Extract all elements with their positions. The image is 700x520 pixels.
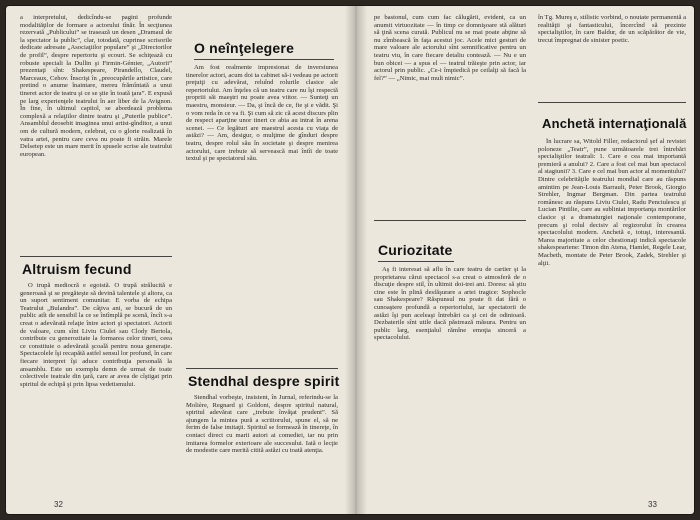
article-paragraph: pe bastonul, cum cum fac călugării, evident, ca un anumit virtuozitate — în timp ce domnişoare stă alături să ţină scena curată. Publicul nu se mai poate abţine să nu zîmbească în faţa acestui joc. Acele mici gesturi de mare valoare ale actorului sînt semnificative pentru un teatru viu, în care fiecare detaliu contează. — Nu e un bun obicei — a spus el — teatrul trăieşte prin actor, iar actorul prin public. „Ce-i împiedică pe ceilalţi să facă la fel?” — „Nimic, mai mult nimic”.	[374, 14, 526, 82]
article-paragraph: Am fost realmente impresionat de inversiunea tinerelor actori, acum doi ta cabinet să-i vedeau pe actorii preţuiţi cu adevărat, reluînd rolurile clasice ale repertoriului. Am înţeles că un teatru care nu îşi respectă propriii săi maeştri nu poate avea viitor. — Sunteţi un maestru, monsieur. — Da, şi încă de ce, fie şi e vădit. Şi o vom reda în ce va fi. Şi cum să zic că acest discurs plin de respect aparţine unor tineri ce abia au intrat în arena scenei. — Ce legături are maestrul acesta cu viaţa de astăzi? — Am, desigur, o mulţime de gînduri despre teatru, despre rolul său în societate şi despre menirea actorului, care trebuie să servească mai întîi de toate textul şi pe spectatorul său.	[186, 64, 338, 163]
section-divider	[20, 256, 172, 257]
left-column-1-altruism	[20, 282, 172, 492]
magazine-spread	[6, 6, 694, 514]
heading-altruism-fecund: Altruism fecund	[22, 261, 132, 277]
heading-curiozitate: Curiozitate	[378, 242, 453, 258]
binding-gutter	[345, 6, 367, 514]
article-paragraph: în Tg. Mureş e, stilistic vorbind, o noutate permanentă a realităţii şi fantasticului, încercînd să prezinte specialiştilor, în care Baldur, de un scăpărător de vie, trecut împregnat de sinister poetic.	[538, 14, 686, 44]
article-paragraph: Stendhal vorbeşte, insistent, în Jurnal, referindu-se la Molière, Regnard şi Goldoni, despre spiritul natural, spiritul adevărat care „trebuie învăţat prudent”. Să ajungem la mintea pură a scriitorului, spune el, să ne ferim de false imitaţii. Spiritul se formează în tinereţe, în contact direct cu marii autori ai comediei, iar nu prin imitarea formelor exterioare ale succesului. Iată o lecţie de modestie care merită citită astăzi cu toată atenţia.	[186, 394, 338, 455]
heading-underline	[378, 261, 454, 262]
section-divider	[374, 220, 526, 221]
page-number-right: 33	[648, 500, 657, 509]
section-divider	[538, 102, 686, 103]
article-paragraph: În lucrare sa, Witold Filler, redactorul şef al revistei poloneze „Teatr”, pune următoarele trei întrebări specialiştilor teatrali: 1. Care e cea mai importantă premieră a anului? 2. Care a fost cel mai bun spectacol al stagiunii? 3. Care e cel mai bun actor al momentului? Dintre celebrităţile teatrului mondial care au răspuns amintim pe Jean-Louis Barrault, Peter Brook, Giorgio Strehler, Ingmar Bergman. Din partea teatrului românesc au răspuns Liviu Ciulei, Radu Penciulescu şi Lucian Pintilie, care au subliniat importanţa montărilor clasice şi a dramaturgiei naţionale contemporane, precum şi rolul decisiv al regizorului în crearea spectacolului modern. Anchetă e, totuşi, interesantă. Marea majoritate a celor chestionaţi indică spectacole shakespeariene: Timon din Atena, Hamlet, Regele Lear, Macbeth, montate de Peter Brook, Zadek, Strehler şi alţii.	[538, 138, 686, 267]
article-paragraph: a interpretului, dedicîndu-se pagini profunde modalităţilor de formare a actorului tînăr. În secţiunea rezervată „Publicului” se trasează un desen „Dramaul de la spectator la public”, clar, totodată, cuprinse scrisorile dedicate adresate „Asociaţiilor populare” şi „Directorilor de profil”, despre repertoriu şi ecouri. Se schiţează cu robuste speciali la Dullin şi Firmin-Gémier, „Autorii” prezentaţi sînt: Shakespeare, Pirandello, Claudel, Marceaux, Cehov. Înscrişi în „preocupările artistice, care pretind o anume înaintare, mereu frămîntată a unui tineret actor de teatru şi ce se ştie în toată ţara”. E expusă pe larg experienţele teatrului în aer liber de la Avignon. În fine, în ultimul capitol, se abordează problema complexă a relaţiilor dintre teatru şi „Puterile publice”. Ansamblul deosebit imaginea unui artist-gînditor, a unui om de cultură modern, celebrat, cu o glorie realizată în vatra artei, pentru care ceva nu poate fi străin. Marele Delsetep este un mare merit în spusele scrise ale teatrului european.	[20, 14, 172, 158]
article-paragraph: O trupă mediocră e egoistă. O trupă strălucită e generoasă şi se pregăteşte să devină talentele şi altora, ca un suport sentiment comunitar. E vorba de echipa Teatrului „Bulandra”. De câţiva ani, se bucură de un public atît de sensibil la ce se întîmplă pe scenă, încît s-a creat o adevărată relaţie între actori şi spectatori. Actorii de valoare, cum sînt Liviu Ciulei sau Clody Bertola, contribuie cu generozitate la formarea celor tineri, ceea ce constituie o adevărată şcoală pentru noua generaţie. Spectacolele îşi recapătă astfel sensul lor profund, în care fiecare interpret îşi aduce contribuţia personală la ansamblu. Este un exemplu demn de urmat de toate colectivele teatrale din ţară, care ar avea de cîştigat prin spiritul de echipă şi prin lipsa vedetismului.	[20, 282, 172, 388]
section-divider	[186, 368, 338, 369]
left-column-1	[20, 14, 172, 256]
page-number-left: 32	[54, 500, 63, 509]
right-column-2-top	[538, 14, 686, 98]
left-column-2	[186, 64, 338, 364]
left-column-2-stendhal	[186, 394, 338, 494]
heading-ancheta-internationala: Anchetă internaţională	[542, 116, 687, 131]
heading-underline	[194, 59, 334, 60]
right-column-2-ancheta	[538, 138, 686, 494]
heading-o-neintelegere: O neînţelegere	[194, 40, 295, 56]
heading-stendhal-despre-spirit: Stendhal despre spirit	[188, 373, 340, 389]
right-column-1	[374, 14, 526, 204]
right-column-1-curiozitate	[374, 266, 526, 494]
article-paragraph: Aş fi interesat să aflu în care teatru de cartier şi la proprietarea cărui spectacol s-a creat o atmosferă de o discuţie despre stil, în ultimii doi-trei ani. Doresc să ştiu cine este în plină desfăşurare a artei tragice: Sophocle sau Shakespeare? Răspunsul nu poate fi dat fără o cunoaştere profundă a repertoriului, iar spectatorii de astăzi îşi pun aceleaşi întrebări ca şi cei de odinioară. Dezbaterile sînt utile dacă păstrează măsura. Pentru un public larg, esenţialul rămîne emoţia sinceră a spectacolului.	[374, 266, 526, 342]
